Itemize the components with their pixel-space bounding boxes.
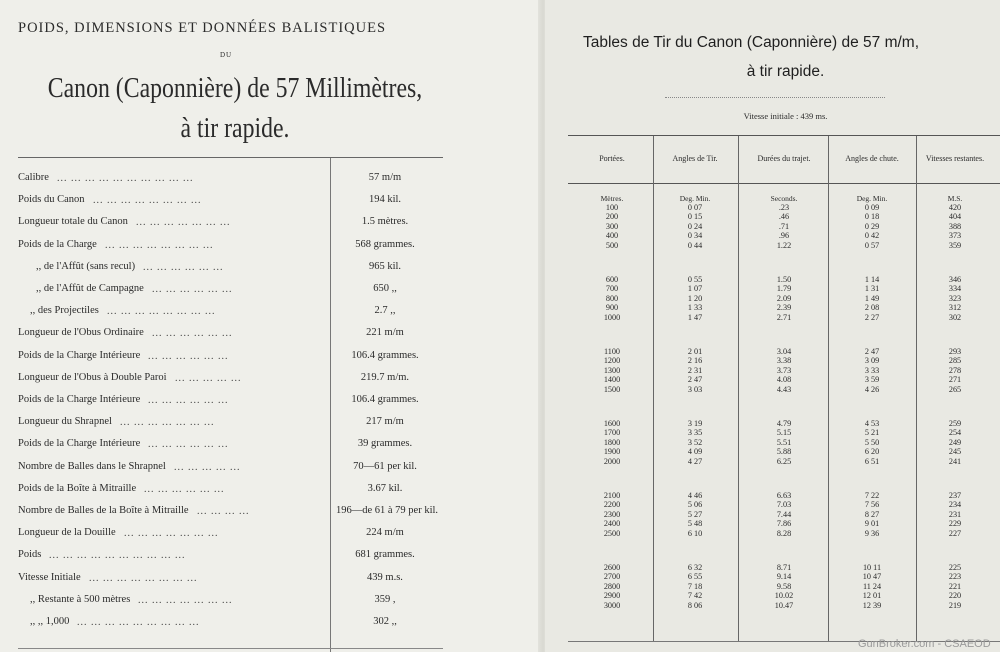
table-unit: Deg. Min.: [856, 194, 888, 203]
table-cell: 1 07: [687, 284, 703, 294]
leader-dots: ... ... ... ... ... ... ... ...: [107, 306, 216, 318]
leader-dots: ... ... ... ... ... ... ... ... ...: [77, 617, 200, 628]
spec-value: 196—de 61 à 79 per kil.: [335, 505, 439, 516]
spec-label: Poids: [18, 549, 42, 561]
table-cell: 12 01: [862, 591, 882, 601]
table-cell: 3000: [603, 600, 621, 610]
table-header: Angles de chute.: [845, 154, 899, 163]
table-column-rule: [653, 136, 654, 642]
left-top-rule: [18, 157, 443, 158]
table-unit: Deg. Min.: [679, 194, 711, 203]
table-cell: 293: [948, 347, 962, 356]
table-cell: 3.38: [776, 356, 792, 366]
table-cell: 2.71: [776, 312, 792, 322]
table-cell: 4.08: [776, 375, 792, 385]
table-cell: 323: [948, 293, 962, 303]
table-cell: 9 01: [864, 519, 880, 529]
table-cell: 1100: [603, 347, 621, 356]
table-header: Portées.: [599, 154, 625, 163]
table-cell: 234: [948, 500, 962, 510]
spec-value: 221 m/m: [366, 327, 404, 339]
table-cell: 278: [948, 365, 962, 375]
spec-label: Vitesse Initiale: [18, 571, 81, 583]
spec-value: 3.67 kil.: [367, 482, 403, 494]
spec-label: Longueur de l'Obus à Double Paroi: [18, 371, 167, 383]
spec-label: Poids de la Charge Intérieure: [18, 438, 141, 450]
leader-dots: ... ... ... ...: [197, 506, 250, 517]
table-cell: 1600: [603, 419, 621, 428]
table-cell: 3 59: [864, 375, 880, 385]
watermark: GunBroker.com - CSAEOD: [858, 638, 991, 650]
table-cell: 302: [948, 312, 962, 322]
table-cell: 220: [948, 591, 962, 601]
spec-value: 302 ,,: [373, 616, 397, 627]
table-column-rule: [828, 136, 829, 642]
table-cell: 1.22: [776, 240, 792, 250]
spec-label: Nombre de Balles de la Boîte à Mitraille: [18, 505, 189, 516]
left-title-line2: à tir rapide.: [180, 112, 290, 144]
table-cell: 265: [948, 384, 962, 394]
table-cell: 700: [605, 284, 619, 294]
right-dotted-rule: [665, 97, 885, 98]
table-cell: 420: [948, 203, 962, 212]
table-cell: 4.43: [776, 384, 792, 394]
table-cell: 7 22: [864, 491, 880, 500]
table-cell: 334: [948, 284, 962, 294]
leader-dots: ... ... ... ... ... ...: [148, 350, 229, 362]
leader-dots: ... ... ... ... ... ... ... ... ... ...: [49, 550, 186, 562]
spec-value: 650 ,,: [373, 283, 397, 294]
right-title-line1: Tables de Tir du Canon (Caponnière) de 57 m/m,: [583, 34, 920, 51]
table-cell: 5.88: [776, 447, 792, 457]
table-header-rule: [568, 183, 1000, 184]
table-cell: 7 56: [864, 500, 880, 510]
spec-label: Longueur du Shrapnel: [18, 416, 112, 428]
table-cell: 0 34: [687, 231, 703, 241]
table-cell: 500: [605, 240, 619, 250]
table-cell: 3 03: [687, 384, 703, 394]
spec-value: 194 kil.: [368, 194, 402, 206]
table-cell: 249: [948, 437, 962, 447]
table-cell: 1 33: [687, 303, 703, 313]
table-cell: 221: [948, 581, 962, 591]
table-unit: Mètres.: [600, 194, 624, 203]
table-cell: 7.44: [776, 509, 792, 519]
table-cell: 8 27: [864, 509, 880, 519]
table-cell: 237: [948, 491, 962, 500]
table-cell: 10 47: [862, 572, 882, 582]
table-cell: 400: [605, 231, 619, 241]
table-cell: 0 42: [864, 231, 880, 241]
table-unit: M.S.: [947, 194, 963, 203]
leader-dots: ... ... ... ... ... ...: [152, 328, 233, 340]
table-cell: 1 31: [864, 284, 880, 294]
table-cell: 0 09: [864, 203, 880, 212]
table-cell: 0 24: [687, 221, 703, 231]
table-cell: 3 19: [687, 419, 703, 428]
table-cell: 4 26: [864, 384, 880, 394]
spec-value: 70—61 per kil.: [353, 460, 417, 472]
leader-dots: ... ... ... ... ... ...: [144, 483, 225, 495]
leader-dots: ... ... ... ... ... ... ...: [136, 217, 231, 229]
table-cell: 5 50: [864, 437, 880, 447]
table-cell: 7.86: [776, 519, 792, 529]
spec-value: 219.7 m/m.: [360, 371, 410, 383]
table-cell: 1400: [603, 375, 621, 385]
spec-label: Longueur de l'Obus Ordinaire: [18, 327, 144, 339]
table-cell: 1 49: [864, 293, 880, 303]
table-cell: 5 48: [687, 519, 703, 529]
spec-value: 568 grammes.: [355, 238, 415, 250]
table-cell: 5.15: [776, 428, 792, 438]
table-cell: 8 06: [687, 600, 703, 610]
leader-dots: ... ... ... ... ... ... ... ... ... ...: [57, 173, 194, 184]
table-cell: 0 55: [687, 275, 703, 284]
table-cell: .23: [778, 203, 790, 212]
table-cell: 11 24: [862, 581, 882, 591]
table-cell: 7.03: [776, 500, 792, 510]
table-cell: 2 31: [687, 365, 703, 375]
table-cell: 373: [948, 231, 962, 241]
table-cell: 1300: [603, 365, 621, 375]
leader-dots: ... ... ... ... ...: [175, 372, 242, 384]
table-cell: 2600: [603, 563, 621, 572]
table-cell: 7 42: [687, 591, 703, 601]
spec-value: 57 m/m: [368, 172, 402, 183]
table-header: Durées du trajet.: [757, 154, 811, 163]
table-cell: 4 27: [687, 456, 703, 466]
table-cell: 9.14: [776, 572, 792, 582]
table-cell: 3.04: [776, 347, 792, 356]
table-cell: 4 53: [864, 419, 880, 428]
table-cell: 388: [948, 221, 962, 231]
table-cell: 2.09: [776, 293, 792, 303]
table-cell: 6.25: [776, 456, 792, 466]
table-cell: 5 27: [687, 509, 703, 519]
table-cell: 6 51: [864, 456, 880, 466]
table-cell: 1000: [603, 312, 621, 322]
table-cell: 2 47: [687, 375, 703, 385]
table-cell: 2.39: [776, 303, 792, 313]
table-cell: 3 09: [864, 356, 880, 366]
table-cell: 10.47: [774, 600, 794, 610]
leader-dots: ... ... ... ... ... ... ... ...: [93, 195, 202, 207]
table-cell: 2500: [603, 528, 621, 538]
leader-dots: ... ... ... ... ... ...: [152, 284, 233, 295]
leader-dots: ... ... ... ... ...: [174, 461, 241, 473]
spec-value: 217 m/m: [366, 416, 404, 428]
table-cell: 2000: [603, 456, 621, 466]
table-cell: 3.73: [776, 365, 792, 375]
table-cell: 600: [605, 275, 619, 284]
table-cell: .71: [778, 221, 790, 231]
table-column-rule: [738, 136, 739, 642]
spec-value: 439 m.s.: [367, 571, 403, 583]
table-cell: 4 46: [687, 491, 703, 500]
spec-label: ,, des Projectiles: [30, 305, 99, 317]
table-cell: 200: [605, 212, 619, 222]
table-cell: 1 20: [687, 293, 703, 303]
spec-value: 2.7 ,,: [374, 305, 396, 317]
table-cell: 4 09: [687, 447, 703, 457]
table-cell: 2 47: [864, 347, 880, 356]
spec-value: 681 grammes.: [355, 549, 415, 561]
table-cell: 245: [948, 447, 962, 457]
table-cell: 271: [948, 375, 962, 385]
spec-value: 359 ,: [374, 593, 396, 605]
left-header-line1: POIDS, DIMENSIONS ET DONNÉES BALISTIQUES: [18, 20, 387, 36]
leader-dots: ... ... ... ... ... ... ...: [124, 528, 219, 540]
table-cell: 2900: [603, 591, 621, 601]
table-cell: 404: [948, 212, 962, 222]
table-cell: 1500: [603, 384, 621, 394]
spec-label: Calibre: [18, 172, 49, 183]
table-cell: 9 36: [864, 528, 880, 538]
leader-dots: ... ... ... ... ... ... ...: [138, 594, 233, 606]
spec-label: Longueur de la Douille: [18, 527, 116, 539]
left-bottom-rule: [18, 648, 443, 649]
table-cell: 6 10: [687, 528, 703, 538]
leader-dots: ... ... ... ... ... ... ... ...: [105, 239, 214, 251]
spec-label: ,, de l'Affût de Campagne: [36, 283, 144, 294]
spec-value: 965 kil.: [368, 260, 402, 272]
table-header: Vitesses restantes.: [925, 154, 985, 163]
table-cell: 2 01: [687, 347, 703, 356]
spec-label: Poids de la Charge: [18, 238, 97, 250]
table-header: Angles de Tir.: [672, 154, 718, 163]
table-cell: 259: [948, 419, 962, 428]
spec-value: 106.4 grammes.: [351, 394, 419, 405]
table-cell: 3 52: [687, 437, 703, 447]
table-cell: 219: [948, 600, 962, 610]
table-cell: 8.28: [776, 528, 792, 538]
table-cell: 5 21: [864, 428, 880, 438]
table-cell: 0 07: [687, 203, 703, 212]
leader-dots: ... ... ... ... ... ... ... ...: [89, 572, 198, 584]
table-cell: 2400: [603, 519, 621, 529]
spec-label: ,, ,, 1,000: [30, 616, 70, 627]
table-cell: 0 29: [864, 221, 880, 231]
table-cell: 1200: [603, 356, 621, 366]
spec-label: Nombre de Balles dans le Shrapnel: [18, 460, 166, 472]
table-cell: 1.79: [776, 284, 792, 294]
leader-dots: ... ... ... ... ... ...: [143, 261, 224, 273]
spec-label: Poids de la Boîte à Mitraille: [18, 482, 137, 494]
table-cell: 2 16: [687, 356, 703, 366]
table-cell: 3 33: [864, 365, 880, 375]
table-cell: 2100: [603, 491, 621, 500]
table-cell: 0 18: [864, 212, 880, 222]
table-cell: 229: [948, 519, 962, 529]
table-cell: 227: [948, 528, 962, 538]
table-cell: 100: [605, 203, 619, 212]
spec-value: 1.5 mètres.: [361, 216, 409, 228]
table-cell: 5 06: [687, 500, 703, 510]
table-cell: 241: [948, 456, 962, 466]
spec-label: Longueur totale du Canon: [18, 216, 128, 228]
table-cell: 900: [605, 303, 619, 313]
table-cell: 0 15: [687, 212, 703, 222]
table-cell: 0 57: [864, 240, 880, 250]
table-cell: 2 08: [864, 303, 880, 313]
table-cell: 1.50: [776, 275, 792, 284]
table-cell: 2300: [603, 509, 621, 519]
leader-dots: ... ... ... ... ... ... ...: [120, 417, 215, 429]
table-cell: 312: [948, 303, 962, 313]
table-cell: 1700: [603, 428, 621, 438]
table-cell: 225: [948, 563, 962, 572]
table-cell: 8.71: [776, 563, 792, 572]
table-cell: 10 11: [862, 563, 882, 572]
spec-value: 224 m/m: [366, 527, 404, 539]
table-cell: 7 18: [687, 581, 703, 591]
table-cell: 359: [948, 240, 962, 250]
spec-value: 39 grammes.: [357, 438, 413, 450]
table-cell: .46: [778, 212, 790, 222]
table-cell: 2 27: [864, 312, 880, 322]
table-cell: 4.79: [776, 419, 792, 428]
table-cell: 2200: [603, 500, 621, 510]
spec-label: Poids du Canon: [18, 194, 85, 206]
table-cell: 6.63: [776, 491, 792, 500]
table-cell: 300: [605, 221, 619, 231]
table-cell: 285: [948, 356, 962, 366]
left-header-du: DU: [220, 51, 233, 59]
table-cell: 12 39: [862, 600, 882, 610]
spec-label: ,, Restante à 500 mètres: [30, 593, 131, 605]
table-cell: 1 14: [864, 275, 880, 284]
table-cell: 231: [948, 509, 962, 519]
right-title-line2: à tir rapide.: [746, 63, 825, 80]
spec-label: Poids de la Charge Intérieure: [18, 394, 141, 405]
table-cell: 5.51: [776, 437, 792, 447]
table-cell: 9.58: [776, 581, 792, 591]
table-cell: 0 44: [687, 240, 703, 250]
spec-label: ,, de l'Affût (sans recul): [36, 260, 136, 272]
left-title-line1: Canon (Caponnière) de 57 Millimètres,: [47, 72, 423, 104]
table-cell: 1800: [603, 437, 621, 447]
table-cell: 223: [948, 572, 962, 582]
table-cell: 254: [948, 428, 962, 438]
table-unit: Seconds.: [770, 194, 798, 203]
right-initial-velocity: Vitesse initiale : 439 ms.: [743, 111, 828, 121]
table-cell: 6 55: [687, 572, 703, 582]
table-cell: 1 47: [687, 312, 703, 322]
table-cell: 10.02: [774, 591, 794, 601]
table-top-rule: [568, 135, 1000, 136]
table-cell: .96: [778, 231, 790, 241]
table-cell: 6 20: [864, 447, 880, 457]
leader-dots: ... ... ... ... ... ...: [148, 439, 229, 451]
spec-value: 106.4 grammes.: [351, 349, 419, 361]
table-cell: 2700: [603, 572, 621, 582]
table-cell: 2800: [603, 581, 621, 591]
table-cell: 1900: [603, 447, 621, 457]
table-cell: 346: [948, 275, 962, 284]
spec-label: Poids de la Charge Intérieure: [18, 349, 141, 361]
table-cell: 3 35: [687, 428, 703, 438]
table-cell: 6 32: [687, 563, 703, 572]
table-cell: 800: [605, 293, 619, 303]
leader-dots: ... ... ... ... ... ...: [148, 395, 229, 406]
